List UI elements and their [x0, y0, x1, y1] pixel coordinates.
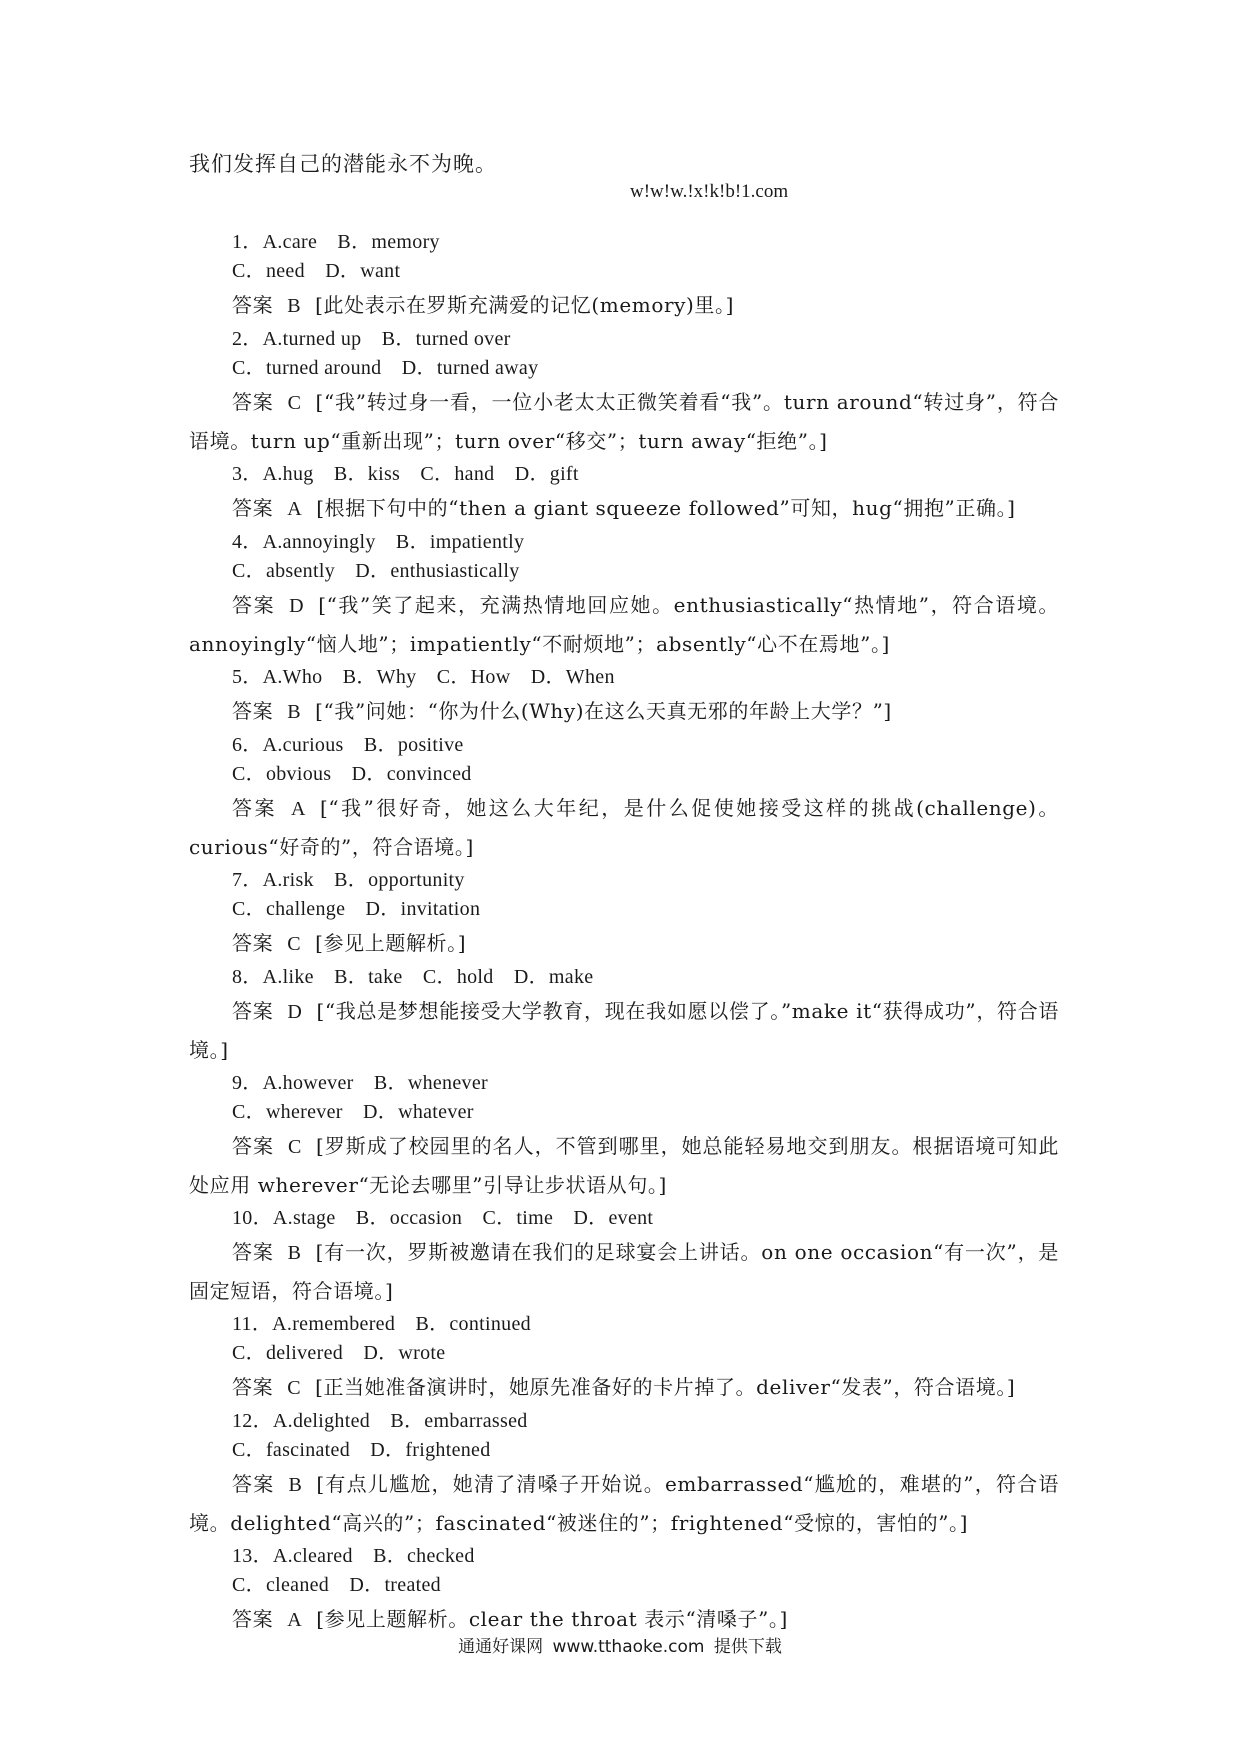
answer-paragraph [189, 789, 1059, 866]
question-options-line: 5．A.Who B．Why C．How D．When [232, 666, 615, 688]
question-options-line: 8．A.like B．take C．hold D．make [232, 966, 594, 988]
question-options-line: C．delivered D．wrote [232, 1342, 446, 1364]
question-options-line: 3．A.hug B．kiss C．hand D．gift [232, 463, 579, 485]
question-options-line: 12．A.delighted B．embarrassed [232, 1410, 528, 1432]
answer-label: 答案 [232, 931, 274, 955]
question-options-line: C．turned around D．turned away [232, 357, 539, 379]
question-options-line: 4．A.annoyingly B．impatiently [232, 531, 525, 553]
question-options-line: 2．A.turned up B．turned over [232, 328, 511, 350]
answer-letter: B [287, 701, 302, 723]
question-item [189, 963, 1059, 1069]
answer-paragraph [189, 286, 1059, 325]
question-item [189, 228, 1059, 325]
answer-letter: C [287, 392, 302, 414]
answer-letter: C [287, 1136, 302, 1158]
answer-explanation: [“我”问她：“你为什么(Why)在这么天真无邪的年龄上大学？”] [315, 699, 892, 723]
question-options-line: 1．A.care B．memory [232, 231, 440, 253]
question-options-line: C．cleaned D．treated [232, 1574, 441, 1596]
answer-explanation: [“我总是梦想能接受大学教育，现在我如愿以偿了。”make it“获得成功”，符合语境。] [189, 999, 1059, 1062]
question-item [189, 325, 1059, 460]
answer-explanation: [正当她准备演讲时，她原先准备好的卡片掉了。deliver“发表”，符合语境。] [315, 1375, 1016, 1399]
answer-paragraph [189, 992, 1059, 1069]
answer-letter: B [287, 295, 302, 317]
answer-explanation: [“我”转过身一看，一位小老太太正微笑着看“我”。turn around“转过身”，符合语境。turn up“重新出现”；turn over“移交”；turn away“拒绝”。] [189, 390, 1060, 453]
question-item [189, 1407, 1059, 1542]
watermark-url: w!w!w.!x!k!b!1.com [630, 181, 789, 202]
question-options-line: C．absently D．enthusiastically [232, 560, 520, 582]
answer-paragraph [189, 1233, 1059, 1310]
answer-label: 答案 [232, 1375, 274, 1399]
question-options-line: C．wherever D．whatever [232, 1101, 474, 1123]
question-options-line: C．challenge D．invitation [232, 898, 481, 920]
answer-explanation: [参见上题解析。clear the throat 表示“清嗓子”。] [316, 1607, 788, 1631]
question-item [189, 1069, 1059, 1204]
answer-explanation: [有一次，罗斯被邀请在我们的足球宴会上讲话。on one occasion“有一次”，是固定短语，符合语境。] [189, 1240, 1060, 1303]
answer-letter: C [287, 1377, 302, 1399]
answer-label: 答案 [232, 593, 276, 617]
answer-label: 答案 [232, 1134, 274, 1158]
question-options-line: 13．A.cleared B．checked [232, 1545, 475, 1567]
answer-letter: A [287, 498, 303, 520]
answer-paragraph [189, 383, 1059, 460]
answer-explanation: [此处表示在罗斯充满爱的记忆(memory)里。] [315, 293, 735, 317]
answer-letter: D [287, 1001, 303, 1023]
intro-text: 我们发挥自己的潜能永不为晚。 [189, 152, 497, 176]
question-item [189, 866, 1059, 963]
answer-explanation: [“我”很好奇，她这么大年纪，是什么促使她接受这样的挑战(challenge)。curious“好奇的”，符合语境。] [189, 796, 1059, 859]
answer-letter: B [287, 1242, 302, 1264]
question-item [189, 1542, 1059, 1639]
answer-letter: C [287, 933, 302, 955]
question-options-line: 6．A.curious B．positive [232, 734, 464, 756]
question-options-line: C．need D．want [232, 260, 401, 282]
answer-explanation: [罗斯成了校园里的名人，不管到哪里，她总能轻易地交到朋友。根据语境可知此处应用 wherever“无论去哪里”引导让步状语从句。] [189, 1134, 1059, 1197]
question-item [189, 1310, 1059, 1407]
answer-explanation: [参见上题解析。] [315, 931, 467, 955]
answer-paragraph [189, 924, 1059, 963]
question-options-line: 10．A.stage B．occasion C．time D．event [232, 1207, 654, 1229]
answer-explanation: [“我”笑了起来，充满热情地回应她。enthusiastically“热情地”，符合语境。annoyingly“恼人地”；impatiently“不耐烦地”；absently“心不在焉地”。] [189, 593, 1059, 656]
answer-explanation: [有点儿尴尬，她清了清嗓子开始说。embarrassed“尴尬的，难堪的”，符合语境。delighted“高兴的”；fascinated“被迷住的”；frightened“受惊的，害怕的”。] [189, 1472, 1060, 1535]
answer-paragraph [189, 1368, 1059, 1407]
answer-paragraph [189, 489, 1059, 528]
answer-label: 答案 [232, 390, 274, 414]
question-options-line: 7．A.risk B．opportunity [232, 869, 465, 891]
answer-label: 答案 [232, 999, 274, 1023]
question-list [189, 228, 1059, 1639]
answer-letter: A [290, 798, 307, 820]
question-item [189, 1204, 1059, 1310]
question-options-line: 9．A.however B．whenever [232, 1072, 488, 1094]
question-item [189, 663, 1059, 731]
question-item [189, 731, 1059, 866]
answer-paragraph [189, 1127, 1059, 1204]
answer-letter: A [287, 1609, 303, 1631]
answer-letter: B [288, 1474, 303, 1496]
answer-label: 答案 [232, 496, 274, 520]
question-options-line: 11．A.remembered B．continued [232, 1313, 531, 1335]
answer-label: 答案 [232, 1240, 274, 1264]
answer-label: 答案 [232, 1472, 275, 1496]
answer-paragraph [189, 586, 1059, 663]
answer-label: 答案 [232, 1607, 274, 1631]
answer-letter: D [289, 595, 305, 617]
answer-paragraph [189, 1465, 1059, 1542]
question-options-line: C．obvious D．convinced [232, 763, 472, 785]
question-item [189, 528, 1059, 663]
answer-explanation: [根据下句中的“then a giant squeeze followed”可知，hug“拥抱”正确。] [316, 496, 1016, 520]
answer-paragraph [189, 692, 1059, 731]
answer-label: 答案 [232, 699, 274, 723]
page-footer: 通通好课网 www.tthaoke.com 提供下载 [458, 1637, 782, 1657]
answer-label: 答案 [232, 293, 274, 317]
question-item [189, 460, 1059, 528]
answer-label: 答案 [232, 796, 277, 820]
question-options-line: C．fascinated D．frightened [232, 1439, 491, 1461]
